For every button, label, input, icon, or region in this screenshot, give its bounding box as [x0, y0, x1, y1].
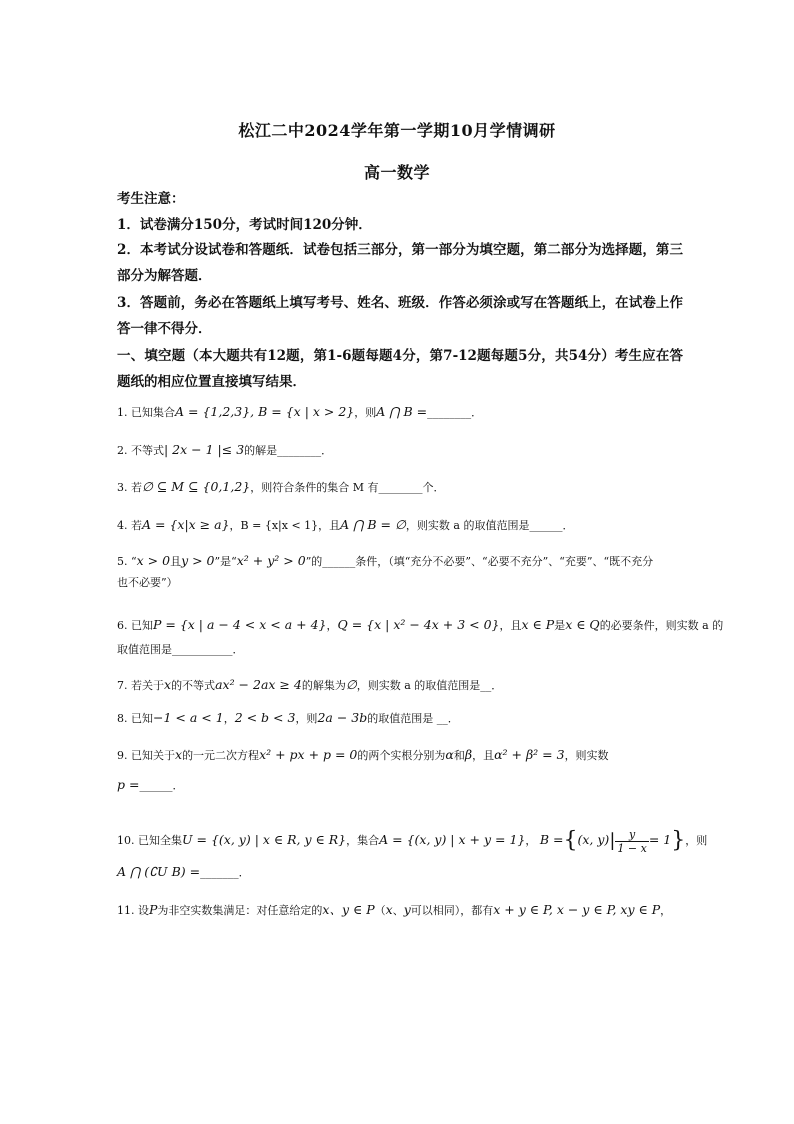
question-10-line-2: A ⋂ (∁U B) =_______．	[117, 864, 250, 879]
fraction: $\frac{y}{1 - x}$	[617, 827, 647, 855]
notice-item-3: 3．答题前，务必在答题纸上填写考号、姓名、班级．作答必须涂或写在答题纸上，在试卷上作答一律不得分．	[117, 295, 683, 337]
question-9-line-2: p =______．	[117, 777, 184, 792]
notice-item-2: 2．本考试分设试卷和答题纸．试卷包括三部分，第一部分为填空题，第二部分为选择题，第三部分为解答题．	[117, 242, 683, 284]
question-7: 7. 若关于x的不等式ax² − 2ax ≥ 4的解集为∅，则实数 a 的取值范围是__．	[117, 677, 503, 692]
right-brace: }	[671, 828, 686, 853]
question-5: 5. “x > 0且y > 0”是“x² + y² > 0”的______条件，（填“充分不必要”、“必要不充分”、“充要”、“既不充分	[117, 553, 654, 568]
exam-title: 松江二中2024学年第一学期10月学情调研	[238, 121, 556, 140]
question-9: 9. 已知关于x的一元二次方程x² + px + p = 0的两个实根分别为α和β，且α² + β² = 3，则实数	[117, 747, 609, 762]
question-4: 4. 若A = {x|x ≥ a}，B = {x|x < 1}，且A ⋂ B = ∅，则实数 a 的取值范围是______．	[117, 517, 574, 532]
left-brace: {	[563, 828, 578, 853]
question-3: 3. 若∅ ⊆ M ⊆ {0,1,2}，则符合条件的集合 M 有________个．	[117, 479, 445, 494]
question-5-line-2: 也不必要”）	[117, 576, 178, 589]
exam-subject: 高一数学	[363, 163, 430, 182]
question-8: 8. 已知−1 < a < 1，2 < b < 3，则2a − 3b的取值范围是 __．	[117, 710, 459, 725]
notice-heading: 考生注意：	[117, 191, 185, 207]
section-1-heading: 一、填空题（本大题共有12题，第1-6题每题4分，第7-12题每题5分，共54分）考生应在答题纸的相应位置直接填写结果．	[117, 348, 683, 390]
question-11: 11. 设P为非空实数集满足：对任意给定的x、y ∈ P（x、y可以相同），都有x + y ∈ P, x − y ∈ P, xy ∈ P，	[117, 902, 672, 917]
vertical-bar: |	[609, 830, 616, 851]
question-6-line-2: 取值范围是___________．	[117, 643, 244, 656]
question-10: 10. 已知全集U = {(x, y) | x ∈ R, y ∈ R}，集合A = {(x, y) | x + y = 1}， B ={(x, y)| $\frac{y}{1 - x}$ = 1}，则	[117, 827, 708, 855]
question-2: 2. 不等式| 2x − 1 |≤ 3的解是________．	[117, 442, 333, 457]
question-1: 1. 已知集合A = {1,2,3}, B = {x | x > 2}，则A ⋂ B =________．	[117, 404, 483, 419]
question-6: 6. 已知P = {x | a − 4 < x < a + 4}，Q = {x | x² − 4x + 3 < 0}，且x ∈ P是x ∈ Q的必要条件，则实数 a 的	[117, 617, 724, 632]
notice-item-1: 1．试卷满分150分，考试时间120分钟．	[117, 217, 372, 233]
